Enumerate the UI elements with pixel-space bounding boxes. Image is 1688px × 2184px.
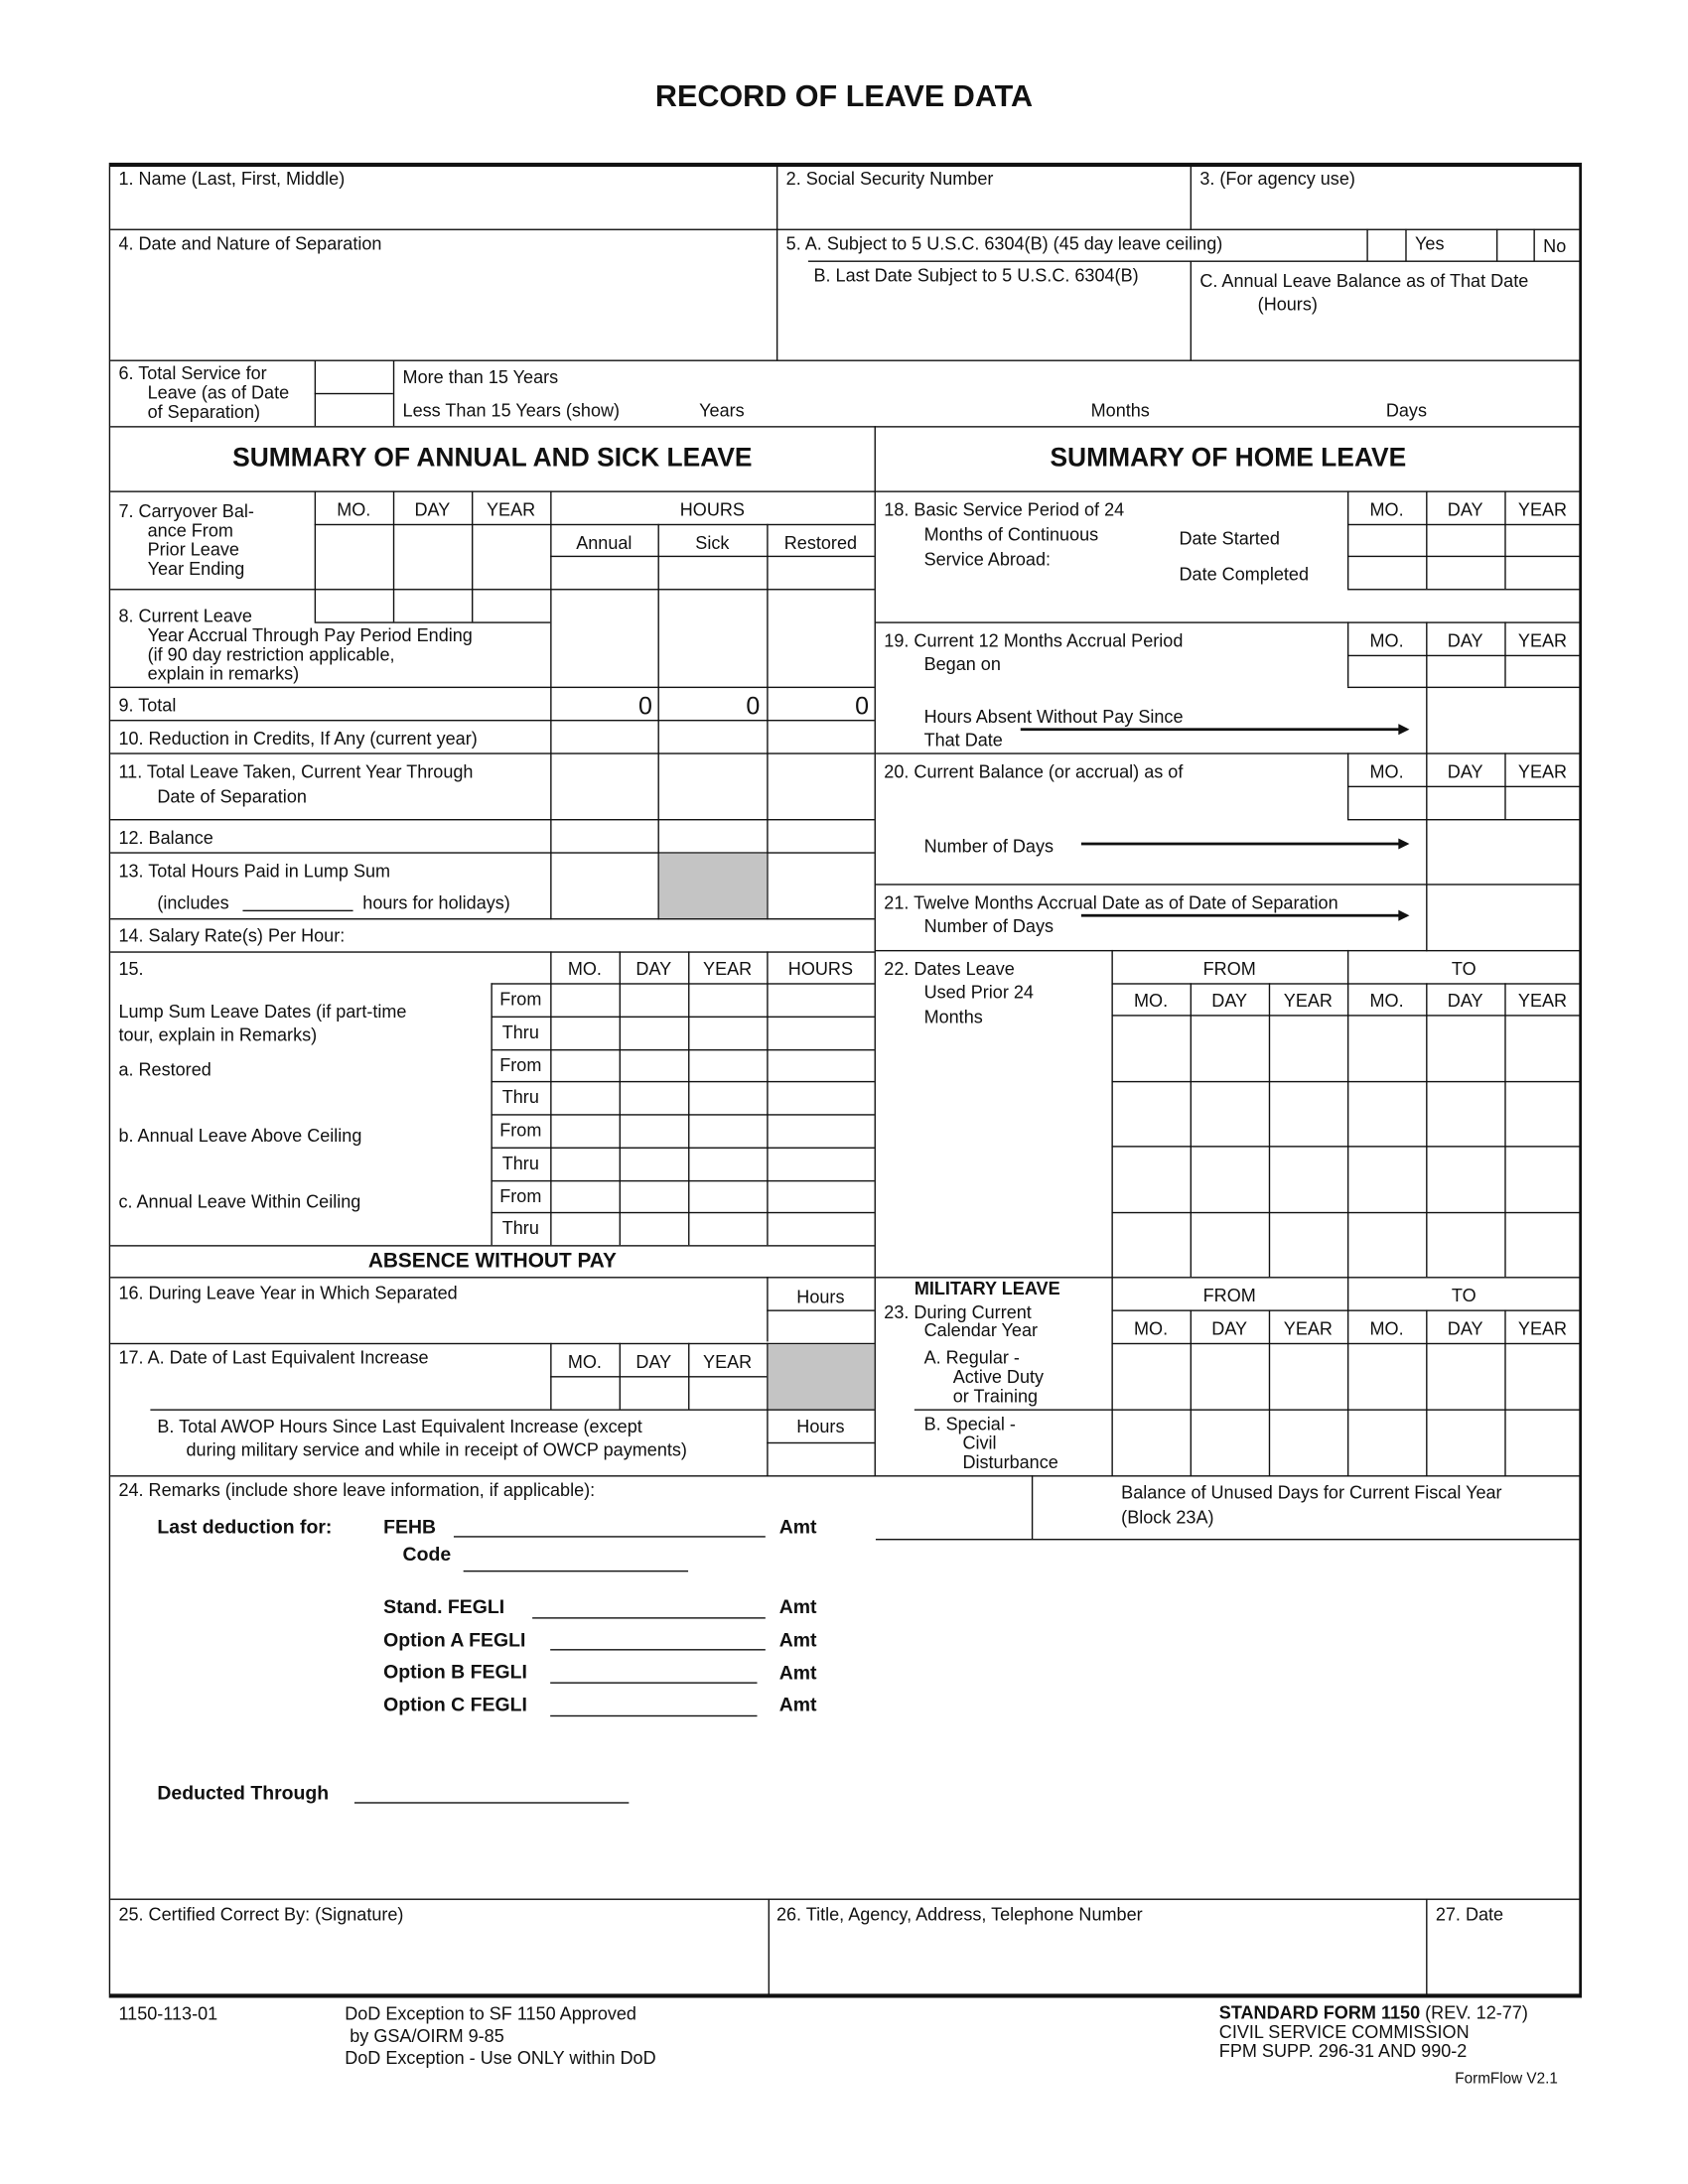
block-5a-label: 5. A. Subject to 5 U.S.C. 6304(B) (45 day leave ceiling) [785, 232, 1223, 254]
row-22-to-mo-input[interactable] [1348, 1017, 1426, 1081]
regular-from-mo-input[interactable] [1113, 1344, 1191, 1409]
lump-sum-year-input[interactable] [689, 985, 767, 1017]
row-11-annual-input[interactable] [552, 754, 658, 818]
row-8-sick-input[interactable] [659, 590, 767, 686]
restored-col-header: Restored [783, 532, 858, 553]
row-20-label: 20. Current Balance (or accrual) as of [884, 760, 1184, 782]
within-ceiling-label: c. Annual Leave Within Ceiling [118, 1191, 361, 1212]
row-22-to-mo-header: MO. [1369, 990, 1404, 1012]
row-8-label-2: Year Accrual Through Pay Period Ending [147, 624, 473, 646]
lump-sum-day-input[interactable] [621, 1149, 688, 1180]
awop-heading: ABSENCE WITHOUT PAY [367, 1249, 617, 1273]
row-20-year-input[interactable] [1506, 787, 1581, 819]
special-from-year-input[interactable] [1270, 1411, 1347, 1475]
lump-sum-year-input[interactable] [689, 1149, 767, 1180]
regular-from-day-input[interactable] [1192, 1344, 1269, 1409]
row-13-restored-input[interactable] [769, 854, 875, 918]
option-b-line[interactable] [550, 1682, 757, 1683]
row-19-label: 19. Current 12 Months Accrual Period [884, 629, 1184, 651]
regular-to-day-input[interactable] [1428, 1344, 1505, 1409]
row-15-label: 15. [118, 958, 144, 980]
row-15-day-header: DAY [635, 958, 672, 980]
row-7-annual-input[interactable] [552, 557, 658, 589]
row-22-to-day-input[interactable] [1428, 1213, 1505, 1278]
row-16-hours-input[interactable] [769, 1311, 875, 1342]
fehb-amount-line[interactable] [454, 1536, 766, 1537]
row-22-label-2: Used Prior 24 [923, 981, 1034, 1003]
lump-sum-hours-input[interactable] [769, 1149, 875, 1180]
lump-sum-mo-input[interactable] [552, 1018, 620, 1049]
arrow-right-icon [1021, 728, 1407, 731]
row-10-annual-input[interactable] [552, 721, 658, 751]
lump-sum-year-input[interactable] [689, 1018, 767, 1049]
row-8-label-4: explain in remarks) [147, 663, 300, 684]
row-17b-hours-input[interactable] [769, 1443, 875, 1475]
lump-sum-hours-input[interactable] [769, 1018, 875, 1049]
lump-sum-mo-input[interactable] [552, 1083, 620, 1115]
stand-fegli-label: Stand. FEGLI [383, 1594, 505, 1618]
row-23-to-header: TO [1451, 1285, 1477, 1306]
special-from-mo-input[interactable] [1113, 1411, 1191, 1475]
row-19-year-header: YEAR [1517, 629, 1568, 651]
row-23-to-year-header: YEAR [1517, 1317, 1568, 1339]
row-20-day-input[interactable] [1428, 787, 1505, 819]
row-10-sick-input[interactable] [659, 721, 767, 751]
dod-exception-1: DoD Exception to SF 1150 Approved [345, 2003, 636, 2024]
row-20-days-input[interactable] [1428, 820, 1581, 884]
row-13-label: 13. Total Hours Paid in Lump Sum [118, 860, 391, 882]
from-label: From [499, 1119, 542, 1141]
regular-to-year-input[interactable] [1506, 1344, 1581, 1409]
row-17b-hours-label: Hours [796, 1416, 845, 1437]
date-completed-year-input[interactable] [1506, 557, 1581, 589]
row-8-day-input[interactable] [394, 590, 472, 620]
special-label-2: Civil [962, 1433, 997, 1453]
row-21-days-input[interactable] [1428, 886, 1581, 950]
option-a-line[interactable] [550, 1649, 766, 1650]
unused-days-label-2: (Block 23A) [1121, 1507, 1214, 1528]
row-12-annual-input[interactable] [552, 820, 658, 851]
special-to-mo-input[interactable] [1348, 1411, 1426, 1475]
lump-sum-day-input[interactable] [621, 1181, 688, 1213]
no-label: No [1543, 235, 1567, 257]
option-c-label: Option C FEGLI [383, 1693, 527, 1715]
sick-col-header: Sick [695, 532, 730, 553]
regular-label-2: Active Duty [952, 1366, 1045, 1388]
row-22-from-day-input[interactable] [1192, 1148, 1269, 1212]
arrow-right-icon [1081, 843, 1407, 846]
total-restored-value: 0 [855, 692, 870, 721]
row-22-from-year-input[interactable] [1270, 1148, 1347, 1212]
row-17-mo-header: MO. [567, 1351, 602, 1372]
military-leave-heading: MILITARY LEAVE [914, 1278, 1060, 1299]
dod-exception-3: DoD Exception - Use ONLY within DoD [345, 2047, 656, 2069]
unused-days-input[interactable] [877, 1477, 1032, 1540]
days-label: Days [1385, 399, 1427, 421]
row-16-hours-label: Hours [796, 1286, 845, 1307]
row-22-from-mo-input[interactable] [1113, 1017, 1191, 1081]
row-19-mo-header: MO. [1369, 629, 1404, 651]
row-7-day-header: DAY [414, 498, 451, 520]
holiday-hours-line[interactable] [242, 910, 352, 911]
special-to-year-input[interactable] [1506, 1411, 1581, 1475]
lump-sum-hours-input[interactable] [769, 1050, 875, 1082]
arrow-right-icon [1081, 914, 1407, 917]
row-18-mo-header: MO. [1369, 498, 1404, 520]
lump-sum-desc-2: tour, explain in Remarks) [118, 1024, 318, 1045]
lump-sum-day-input[interactable] [621, 1116, 688, 1148]
block-6-label-2: Leave (as of Date [147, 381, 290, 403]
row-18-label: 18. Basic Service Period of 24 [884, 498, 1125, 520]
commission-label: CIVIL SERVICE COMMISSION [1218, 2021, 1470, 2042]
thru-label: Thru [501, 1086, 539, 1108]
months-label: Months [1090, 399, 1150, 421]
block-3-label: 3. (For agency use) [1199, 168, 1355, 190]
row-7-year-header: YEAR [486, 498, 536, 520]
block-5b-label: B. Last Date Subject to 5 U.S.C. 6304(B) [813, 264, 1139, 286]
no-checkbox[interactable] [1497, 230, 1533, 261]
signature-field[interactable] [110, 1928, 769, 1994]
block-1-label: 1. Name (Last, First, Middle) [118, 168, 346, 190]
special-from-day-input[interactable] [1192, 1411, 1269, 1475]
row-13-holidays: hours for holidays) [362, 891, 510, 913]
date-completed-mo-input[interactable] [1348, 557, 1426, 589]
row-18-day-header: DAY [1447, 498, 1483, 520]
lump-sum-mo-input[interactable] [552, 1050, 620, 1082]
lump-sum-mo-input[interactable] [552, 1116, 620, 1148]
lump-sum-year-input[interactable] [689, 1116, 767, 1148]
row-17-year-input[interactable] [689, 1378, 767, 1409]
row-20-day-header: DAY [1447, 760, 1483, 782]
option-b-label: Option B FEGLI [383, 1660, 527, 1683]
lump-sum-hours-input[interactable] [769, 985, 875, 1017]
row-22-to-day-input[interactable] [1428, 1017, 1505, 1081]
row-19-day-header: DAY [1447, 629, 1483, 651]
row-18-year-header: YEAR [1517, 498, 1568, 520]
yes-checkbox[interactable] [1368, 230, 1406, 261]
row-7-label-3: Prior Leave [147, 539, 239, 560]
block-5c-hours: (Hours) [1257, 293, 1318, 315]
row-20-year-header: YEAR [1517, 760, 1568, 782]
lump-sum-day-input[interactable] [621, 985, 688, 1017]
row-7-mo-input[interactable] [316, 525, 393, 589]
lump-sum-year-input[interactable] [689, 1050, 767, 1082]
date-completed-day-input[interactable] [1428, 557, 1505, 589]
row-18-label-3: Service Abroad: [923, 548, 1052, 570]
row-22-from-mo-header: MO. [1133, 990, 1169, 1012]
total-sick-value: 0 [746, 692, 761, 721]
more-than-15-label: More than 15 Years [402, 366, 559, 388]
row-23-from-day-header: DAY [1211, 1317, 1248, 1339]
date-started-day-input[interactable] [1428, 525, 1505, 556]
row-22-from-mo-input[interactable] [1113, 1082, 1191, 1147]
lump-sum-day-input[interactable] [621, 1214, 688, 1246]
row-22-from-day-input[interactable] [1192, 1213, 1269, 1278]
special-label-3: Disturbance [962, 1451, 1058, 1473]
row-11-restored-input[interactable] [769, 754, 875, 818]
row-23-from-header: FROM [1202, 1285, 1256, 1306]
lump-sum-mo-input[interactable] [552, 985, 620, 1017]
hours-header: HOURS [679, 498, 745, 520]
from-label: From [499, 1053, 542, 1075]
block-2-label: 2. Social Security Number [785, 168, 994, 190]
row-19-day-input[interactable] [1428, 656, 1505, 687]
code-line[interactable] [464, 1570, 688, 1571]
row-22-to-year-header: YEAR [1517, 990, 1568, 1012]
lump-sum-day-input[interactable] [621, 1050, 688, 1082]
salary-rate-input[interactable] [386, 919, 875, 950]
regular-label: A. Regular - [923, 1346, 1020, 1368]
row-23-label: 23. During Current [884, 1301, 1032, 1322]
last-deduction-label: Last deduction for: [157, 1515, 333, 1538]
fehb-amt-label: Amt [778, 1515, 817, 1538]
row-22-to-header: TO [1451, 958, 1477, 980]
date-started-year-input[interactable] [1506, 525, 1581, 556]
date-label: 27. Date [1435, 1904, 1504, 1925]
deducted-through-line[interactable] [354, 1802, 629, 1803]
yes-label: Yes [1415, 232, 1445, 254]
row-18-label-2: Months of Continuous [923, 523, 1099, 545]
row-8-annual-input[interactable] [552, 590, 658, 686]
row-22-to-year-input[interactable] [1506, 1213, 1581, 1278]
row-17a-shaded [769, 1344, 875, 1409]
lump-sum-year-input[interactable] [689, 1214, 767, 1246]
row-17a-label: 17. A. Date of Last Equivalent Increase [118, 1346, 429, 1368]
less-than-15-checkbox[interactable] [316, 394, 393, 425]
row-22-to-day-input[interactable] [1428, 1082, 1505, 1147]
row-22-from-day-header: DAY [1211, 990, 1248, 1012]
option-c-line[interactable] [550, 1715, 757, 1716]
row-22-to-mo-input[interactable] [1348, 1148, 1426, 1212]
thru-label: Thru [501, 1021, 539, 1042]
unused-days-label: Balance of Unused Days for Current Fiscal Year [1121, 1482, 1502, 1503]
row-22-label-3: Months [923, 1006, 983, 1027]
thru-label: Thru [501, 1152, 539, 1173]
restored-label: a. Restored [118, 1058, 211, 1080]
row-8-year-input[interactable] [473, 590, 550, 620]
lump-sum-year-input[interactable] [689, 1083, 767, 1115]
above-ceiling-label: b. Annual Leave Above Ceiling [118, 1125, 362, 1147]
row-20-mo-header: MO. [1369, 760, 1404, 782]
block-4-label: 4. Date and Nature of Separation [118, 232, 382, 254]
stand-fegli-line[interactable] [532, 1617, 766, 1618]
more-than-15-checkbox[interactable] [316, 361, 393, 392]
row-12-label: 12. Balance [118, 827, 213, 849]
lump-sum-desc: Lump Sum Leave Dates (if part-time [118, 1001, 407, 1023]
awop-hours-input[interactable] [1428, 688, 1581, 752]
row-17-day-input[interactable] [621, 1378, 688, 1409]
lump-sum-mo-input[interactable] [552, 1149, 620, 1180]
title-agency-label: 26. Title, Agency, Address, Telephone Number [775, 1904, 1143, 1925]
awop-hours-label: Hours Absent Without Pay Since [923, 706, 1184, 727]
standard-form-name: STANDARD FORM 1150 [1218, 2001, 1421, 2023]
row-22-from-mo-input[interactable] [1113, 1213, 1191, 1278]
option-b-amt-label: Amt [778, 1661, 817, 1684]
fpm-label: FPM SUPP. 296-31 AND 990-2 [1218, 2040, 1468, 2062]
row-7-day-input[interactable] [394, 525, 472, 589]
row-22-from-mo-input[interactable] [1113, 1148, 1191, 1212]
block-6-label: 6. Total Service for [118, 362, 267, 384]
date-started-label: Date Started [1179, 527, 1280, 549]
date-field[interactable] [1428, 1928, 1581, 1994]
option-a-amt-label: Amt [778, 1628, 817, 1651]
row-22-to-year-input[interactable] [1506, 1082, 1581, 1147]
row-22-to-year-input[interactable] [1506, 1017, 1581, 1081]
last-date-field[interactable] [808, 292, 1189, 358]
row-7-sick-input[interactable] [659, 557, 767, 589]
row-22-to-day-input[interactable] [1428, 1148, 1505, 1212]
row-17b-label: B. Total AWOP Hours Since Last Equivalent Increase (except [157, 1416, 642, 1437]
row-17-day-header: DAY [635, 1351, 672, 1372]
row-14-label: 14. Salary Rate(s) Per Hour: [118, 924, 346, 946]
row-22-to-mo-input[interactable] [1348, 1082, 1426, 1147]
lump-sum-day-input[interactable] [621, 1083, 688, 1115]
row-13-annual-input[interactable] [552, 854, 658, 918]
row-10-label: 10. Reduction in Credits, If Any (current year) [118, 728, 478, 750]
annual-sick-heading: SUMMARY OF ANNUAL AND SICK LEAVE [232, 444, 753, 474]
row-15-hours-header: HOURS [787, 958, 853, 980]
row-9-label: 9. Total [118, 695, 177, 716]
row-19-label-2: Began on [923, 653, 1001, 675]
row-17b-label-2: during military service and while in receipt of OWCP payments) [186, 1439, 687, 1460]
special-to-day-input[interactable] [1428, 1411, 1505, 1475]
stand-fegli-amt-label: Amt [778, 1594, 817, 1618]
row-22-from-year-input[interactable] [1270, 1213, 1347, 1278]
date-completed-label: Date Completed [1179, 564, 1310, 585]
row-22-to-mo-input[interactable] [1348, 1213, 1426, 1278]
form-code: 1150-113-01 [118, 2003, 218, 2024]
remarks-input[interactable] [877, 1542, 1580, 1897]
regular-label-3: or Training [952, 1385, 1039, 1407]
dod-exception-2: by GSA/OIRM 9-85 [345, 2025, 504, 2047]
from-label: From [499, 988, 542, 1010]
annual-balance-field[interactable] [1192, 317, 1581, 358]
row-20-days-label: Number of Days [923, 835, 1055, 857]
row-23-to-mo-header: MO. [1369, 1317, 1404, 1339]
row-17-mo-input[interactable] [552, 1378, 620, 1409]
lump-sum-mo-input[interactable] [552, 1181, 620, 1213]
row-7-label-2: ance From [147, 519, 233, 541]
row-11-sick-input[interactable] [659, 754, 767, 818]
standard-form-rev: (REV. 12-77) [1420, 2001, 1528, 2023]
less-than-15-label: Less Than 15 Years (show) [402, 399, 621, 421]
fehb-label: FEHB [383, 1515, 437, 1538]
formflow-version: FormFlow V2.1 [1455, 2071, 1558, 2088]
row-22-from-day-input[interactable] [1192, 1017, 1269, 1081]
row-8-label: 8. Current Leave [118, 605, 252, 626]
form-title: RECORD OF LEAVE DATA [654, 78, 1034, 113]
block-6-label-3: of Separation) [147, 401, 261, 423]
annual-col-header: Annual [576, 532, 633, 553]
row-15-mo-header: MO. [567, 958, 602, 980]
row-11-label-2: Date of Separation [157, 785, 307, 807]
row-22-to-year-input[interactable] [1506, 1148, 1581, 1212]
row-23-from-year-header: YEAR [1283, 1317, 1333, 1339]
row-10-restored-input[interactable] [769, 721, 875, 751]
block-5c-label: C. Annual Leave Balance as of That Date [1199, 270, 1529, 292]
row-21-label: 21. Twelve Months Accrual Date as of Date of Separation [884, 891, 1338, 913]
row-17-year-header: YEAR [703, 1351, 753, 1372]
total-annual-value: 0 [638, 692, 652, 721]
row-7-label-4: Year Ending [147, 558, 245, 580]
row-7-label: 7. Carryover Bal- [118, 500, 254, 522]
special-label: B. Special - [923, 1413, 1016, 1434]
row-8-mo-input[interactable] [316, 590, 393, 620]
row-19-mo-input[interactable] [1348, 656, 1426, 687]
row-8-label-3: (if 90 day restriction applicable, [147, 643, 395, 665]
row-23-to-day-header: DAY [1447, 1317, 1483, 1339]
regular-from-year-input[interactable] [1270, 1344, 1347, 1409]
lump-sum-hours-input[interactable] [769, 1214, 875, 1246]
remarks-label: 24. Remarks (include shore leave information, if applicable): [118, 1479, 596, 1501]
standard-form-line [1219, 2003, 1528, 2022]
lump-sum-mo-input[interactable] [552, 1214, 620, 1246]
row-20-mo-input[interactable] [1348, 787, 1426, 819]
row-22-label: 22. Dates Leave [884, 958, 1015, 980]
row-7-restored-input[interactable] [769, 557, 875, 589]
row-22-from-header: FROM [1202, 958, 1256, 980]
row-11-label: 11. Total Leave Taken, Current Year Through [118, 760, 474, 782]
lump-sum-day-input[interactable] [621, 1018, 688, 1049]
row-22-from-year-header: YEAR [1283, 990, 1333, 1012]
row-22-to-day-header: DAY [1447, 990, 1483, 1012]
awop-hours-label-2: That Date [923, 729, 1003, 751]
row-13-sick-shaded [659, 854, 767, 918]
home-leave-heading: SUMMARY OF HOME LEAVE [1050, 444, 1407, 474]
row-22-from-year-input[interactable] [1270, 1082, 1347, 1147]
option-a-label: Option A FEGLI [383, 1628, 526, 1651]
row-16-label: 16. During Leave Year in Which Separated [118, 1282, 458, 1303]
years-label: Years [699, 399, 745, 421]
row-8-restored-input[interactable] [769, 590, 875, 686]
row-13-includes: (includes [157, 891, 229, 913]
row-22-from-day-input[interactable] [1192, 1082, 1269, 1147]
option-c-amt-label: Amt [778, 1693, 817, 1715]
row-12-sick-input[interactable] [659, 820, 767, 851]
row-15-year-header: YEAR [703, 958, 753, 980]
title-agency-field[interactable] [770, 1928, 1426, 1994]
row-21-label-2: Number of Days [923, 915, 1055, 937]
certified-by-label: 25. Certified Correct By: (Signature) [118, 1904, 404, 1925]
date-started-mo-input[interactable] [1348, 525, 1426, 556]
regular-to-mo-input[interactable] [1348, 1344, 1426, 1409]
row-12-restored-input[interactable] [769, 820, 875, 851]
from-label: From [499, 1184, 542, 1206]
lump-sum-hours-input[interactable] [769, 1116, 875, 1148]
lump-sum-hours-input[interactable] [769, 1181, 875, 1213]
code-label: Code [402, 1543, 452, 1566]
row-23-label-2: Calendar Year [923, 1319, 1039, 1341]
thru-label: Thru [501, 1217, 539, 1239]
row-7-mo-header: MO. [337, 498, 371, 520]
row-23-from-mo-header: MO. [1133, 1317, 1169, 1339]
lump-sum-year-input[interactable] [689, 1181, 767, 1213]
row-22-from-year-input[interactable] [1270, 1017, 1347, 1081]
deducted-through-label: Deducted Through [157, 1781, 330, 1804]
lump-sum-hours-input[interactable] [769, 1083, 875, 1115]
row-7-year-input[interactable] [473, 525, 550, 589]
row-19-year-input[interactable] [1506, 656, 1581, 687]
